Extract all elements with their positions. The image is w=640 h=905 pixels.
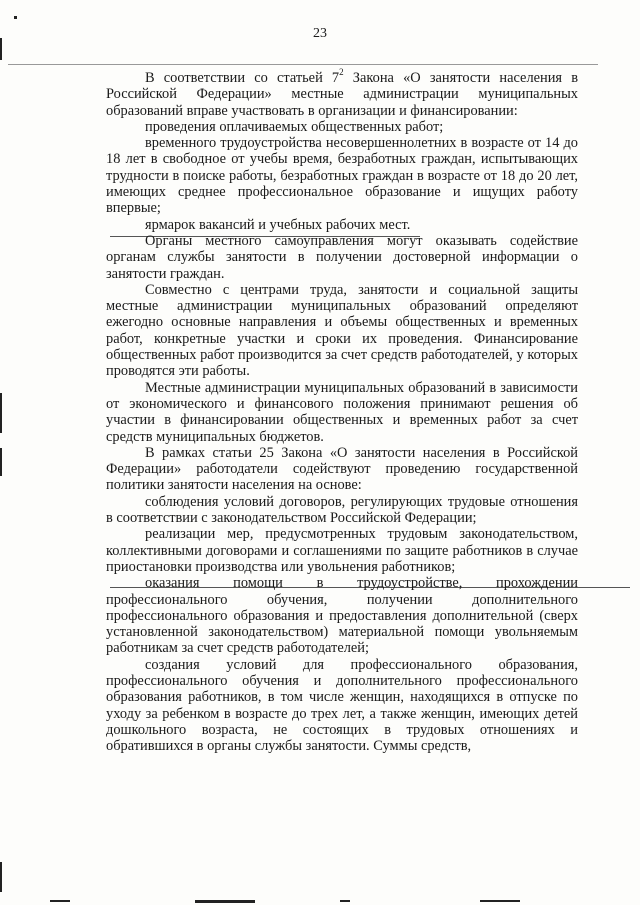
scan-dot <box>14 16 17 19</box>
list-item: создания условий для профессионального образования, профессионального обучения и дополнительного профессионального образования работников, в том числе женщин, находящихся в отпуске по уходу за ребенком в возрасте до трех лет, а также женщин, имеющих детей дошкольного возраста, не состоящих в трудовых отношениях и обратившихся в органы службы занятости. Суммы средств, <box>106 656 578 755</box>
paragraph: Местные администрации муниципальных образований в зависимости от экономического и финансового положения принимают решения об участии в финансировании общественных и временных работ за счет средств муниципальных бюджетов. <box>106 379 578 445</box>
list-item: реализации мер, предусмотренных трудовым законодательством, коллективными договорами и соглашениями по защите работников в случае приостановки производства или увольнения работников; <box>106 526 578 575</box>
scan-bottom-mark <box>480 900 520 902</box>
scan-bottom-mark <box>340 900 350 902</box>
paragraph: Органы местного самоуправления могут оказывать содействие органам службы занятости в получении достоверной информации о занятости граждан. <box>106 232 578 282</box>
scan-bottom-mark <box>195 900 255 903</box>
list-item: временного трудоустройства несовершеннолетних в возрасте от 14 до 18 лет в свободное от учебы время, безработных граждан, испытывающих трудности в поиске работы, безработных граждан в возрасте от 18 до 20 лет, имеющих среднее профессиональное образование и ищущих работу впервые; <box>106 135 578 217</box>
scan-line-top <box>8 64 598 65</box>
scan-edge-mark <box>0 862 2 892</box>
paragraph: В рамках статьи 25 Закона «О занятости населения в Российской Федерации» работодатели содействуют проведению государственной политики занятости населения на основе: <box>106 444 578 494</box>
document-body <box>106 67 578 755</box>
list-item: ярмарок вакансий и учебных рабочих мест. <box>145 216 411 233</box>
scan-edge-mark <box>0 448 2 476</box>
list-item: проведения оплачиваемых общественных работ; <box>145 118 444 135</box>
scan-bottom-mark <box>50 900 70 902</box>
paragraph: Совместно с центрами труда, занятости и социальной защиты местные администрации муниципальных образований определяют ежегодно основные направления и объемы общественных и временных работ, конкретные участки и сроки их проведения. Финансирование общественных работ производится за счет средств работодателей, у которых проводятся эти работы. <box>106 281 578 380</box>
paragraph: В соответствии со статьей $7^2$ Закона «О занятости населения в Российской Федерации» местные администрации муниципальных образований вправе участвовать в организации и финансировании: <box>106 67 578 119</box>
scan-edge-mark <box>0 38 2 60</box>
list-item: оказания помощи в трудоустройстве, прохождении профессионального обучения, получении дополнительного профессионального образования и предоставления дополнительной (сверх установленной законодательством) материальной помощи увольняемым работникам за счет средств работодателей; <box>106 575 578 657</box>
list-item: соблюдения условий договоров, регулирующих трудовые отношения в соответствии с законодательством Российской Федерации; <box>106 493 578 527</box>
page-number: 23 <box>313 26 327 41</box>
scan-edge-mark <box>0 393 2 433</box>
